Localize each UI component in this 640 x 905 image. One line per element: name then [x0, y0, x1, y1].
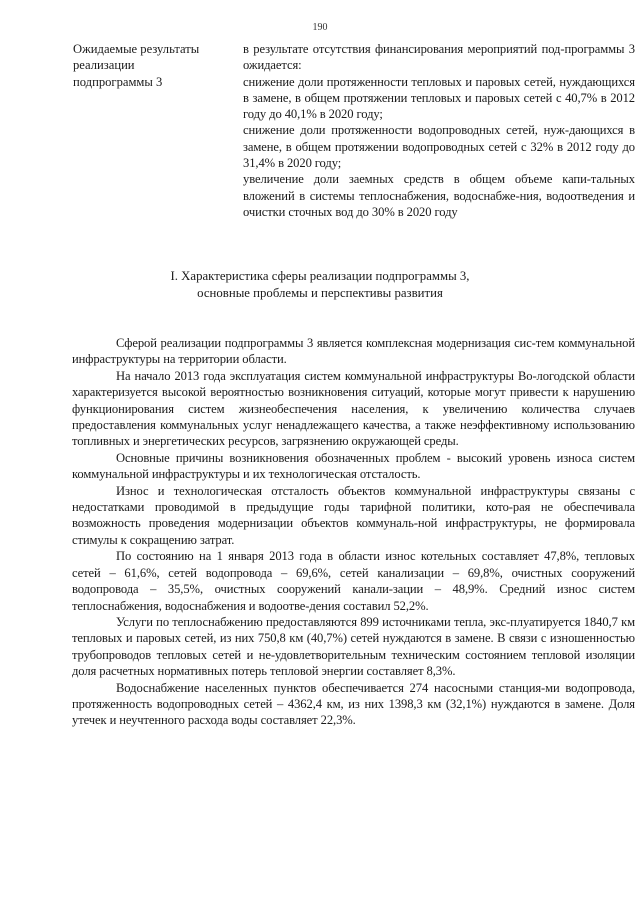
expected-results-label-line: Ожидаемые результаты	[73, 42, 200, 56]
expected-results-item: снижение доли протяженности водопроводных сетей, нуж-дающихся в замене, в общем протяжении водопроводных сетей с 32% в 2012 году до 31,4% в 2020 году;	[243, 123, 635, 171]
section-heading-line: I. Характеристика сферы реализации подпрограммы 3,	[170, 269, 470, 283]
expected-results-label-line: реализации	[73, 58, 135, 73]
body-paragraph: На начало 2013 года эксплуатация систем коммунальной инфраструктуры Во-логодской области характеризуется высокой вероятностью возникновения ситуаций, которые могут привести к нарушению функционирования систем жизнеобеспечения населения, к увеличению количества случаев предоставления коммунальных услуг ненадлежащего качества, а также неэффективному использованию топливных и энергетических ресурсов, загрязнению окружающей среды.	[72, 368, 635, 449]
expected-results-item: в результате отсутствия финансирования мероприятий под-программы 3 ожидается:	[243, 42, 635, 73]
body-paragraph: Основные причины возникновения обозначенных проблем - высокий уровень износа систем коммунальной инфраструктуры и их технологическая отсталость.	[72, 450, 635, 482]
body-paragraph: Водоснабжение населенных пунктов обеспечивается 274 насосными станция-ми водопровода, протяженность водопроводных сетей – 4362,4 км, из них 1398,3 км (32,1%) нуждаются в замене. Доля утечек и неучтенного расхода воды составляет 22,3%.	[72, 680, 635, 728]
expected-results-content	[243, 41, 635, 220]
body-paragraph: Износ и технологическая отсталость объектов коммунальной инфраструктуры связаны с недостатками проводимой в предыдущие годы тарифной политики, кото-рая не обеспечивала возможность проведения модернизации объектов коммуналь-ной инфраструктуры, не формировала стимулы к сокращению затрат.	[72, 483, 635, 547]
body-paragraph: Услуги по теплоснабжению предоставляются 899 источниками тепла, экс-плуатируется 1840,7 км тепловых и паровых сетей, из них 750,8 км (40,7%) сетей нуждаются в замене. В связи с изношенностью трубопроводов тепловых сетей и не-удовлетворительным техническим состоянием тепловой изоляции доля расчетных нормативных потерь тепловой энергии составляет 8,3%.	[72, 614, 635, 679]
body-paragraph: По состоянию на 1 января 2013 года в области износ котельных составляет 47,8%, тепловых сетей – 61,6%, сетей водопровода – 69,6%, сетей канализации – 69,8%, очистных сооружений водопровода – 35,5%, очистных сооружений канали-зации – 48,9%. Средний износ систем теплоснабжения, водоснабжения и водоотве-дения составил 52,2%.	[72, 549, 635, 613]
expected-results-item: снижение доли протяженности тепловых и паровых сетей, нуждающихся в замене, в общем протяжении тепловых и паровых сетей с 40,7% в 2012 году до 40,1% в 2020 году;	[243, 74, 635, 122]
expected-results-item: увеличение доли заемных средств в общем объеме капи-тальных вложений в системы теплоснабжения, водоснабже-ния, водоотведения и очистки сточных вод до 30% в 2020 году	[243, 172, 635, 219]
expected-results-table	[73, 41, 636, 220]
section-heading	[0, 268, 640, 302]
body-paragraph: Сферой реализации подпрограммы 3 является комплексная модернизация сис-тем коммунальной инфраструктуры на территории области.	[72, 336, 635, 367]
expected-results-label	[73, 41, 243, 220]
expected-results-label-line: подпрограммы 3	[73, 74, 163, 89]
page-number: 190	[312, 22, 328, 33]
body-text	[72, 335, 635, 729]
section-heading-line: основные проблемы и перспективы развития	[197, 286, 443, 300]
